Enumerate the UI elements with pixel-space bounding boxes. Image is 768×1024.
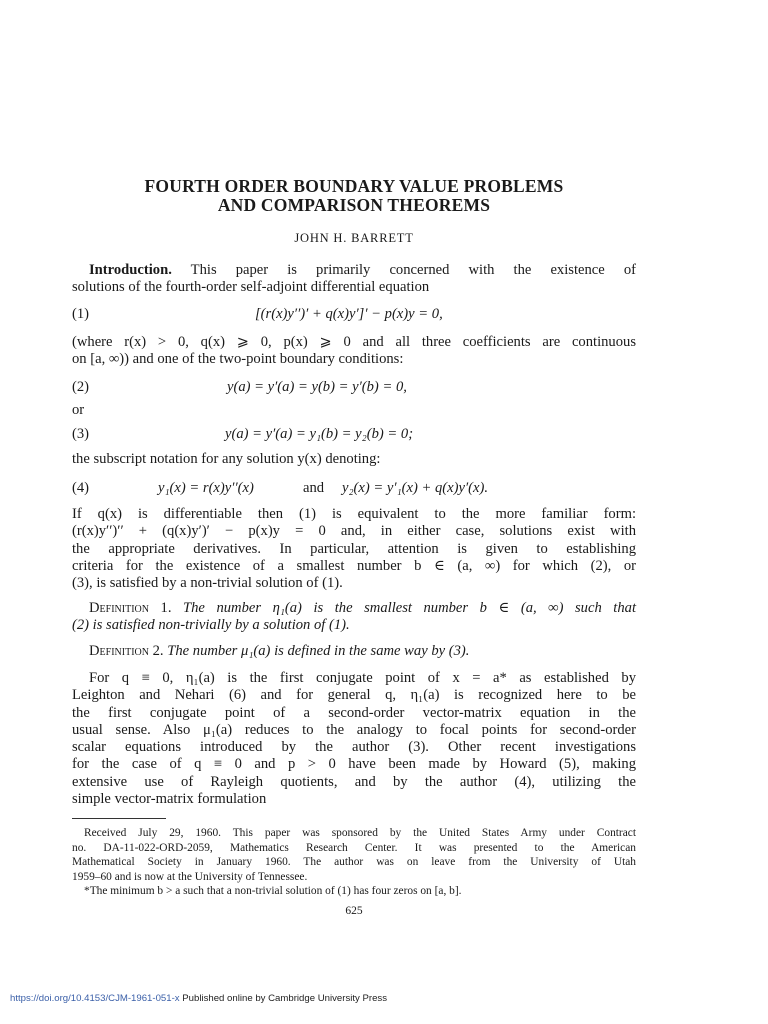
- introduction-paragraph: Introduction. This paper is primarily concerned with the existence of solutions of the fourth-order self-adjoint differential equation: [72, 262, 636, 296]
- subscript-notation-text: the subscript notation for any solution y(x) denoting:: [72, 451, 381, 467]
- equation-right: y₂(x) = y′₁(x) + q(x)y′(x).: [342, 480, 488, 496]
- conjugate-point-paragraph: For q ≡ 0, η₁(a) is the first conjugate point of x = a* as established by Leighton and Nehari (6) and for general q, η₁(a) is recognized here to be the first conjugate point of a second-order vector-matrix equation in the usual sense. Also μ₁(a) reduces to the analogy to focal points for second-order scalar equations introduced by the author (3). Other recent investigations for the case of q ≡ 0 and p > 0 have been made by Howard (5), making extensive use of Rayleigh quotients, and by the author (4), utilizing the simple vector-matrix formulation: [72, 670, 636, 808]
- equation-number: (3): [72, 426, 90, 442]
- title-line-2: AND COMPARISON THEOREMS: [217, 195, 491, 215]
- equation-number: (1): [72, 306, 90, 322]
- publisher-note: Published online by Cambridge University Press: [179, 993, 388, 1004]
- definition-label: Definition 1.: [89, 600, 172, 616]
- page-number: 625: [345, 905, 363, 917]
- equation-number: (4): [72, 480, 90, 496]
- equation-1: [72, 306, 636, 324]
- doi-footer: [10, 993, 387, 1004]
- equation-body: y(a) = y′(a) = y(b) = y′(b) = 0,: [227, 379, 407, 395]
- footnote-asterisk: *The minimum b > a such that a non-trivial solution of (1) has four zeros on [a, b].: [84, 885, 462, 898]
- equation-4: [72, 480, 636, 498]
- equation-body: [(r(x)y′′)′ + q(x)y′]′ − p(x)y = 0,: [255, 306, 443, 322]
- or-text: or: [72, 402, 85, 418]
- doi-link[interactable]: https://doi.org/10.4153/CJM-1961-051-x: [10, 993, 180, 1004]
- equation-3: [72, 426, 636, 444]
- definition-2: Definition 2. The number μ₁(a) is defined in the same way by (3).: [89, 643, 470, 659]
- definition-label: Definition 2.: [89, 643, 164, 659]
- definition-1: Definition 1. The number η₁(a) is the smallest number b ∈ (a, ∞) such that (2) is satisfied non-trivially by a solution of (1).: [72, 600, 636, 634]
- article-title: [72, 177, 636, 215]
- author-name: JOHN H. BARRETT: [294, 231, 414, 245]
- equation-and: and: [303, 480, 325, 496]
- equation-left: y₁(x) = r(x)y′′(x): [158, 480, 254, 496]
- footnote: Received July 29, 1960. This paper was sponsored by the United States Army under Contract no. DA-11-022-ORD-2059, Mathematics Research Center. It was presented to the American Mathematical Society in January 1960. The author was on leave from the University of Utah 1959–60 and is now at the University of Tennessee. *The minimum b > a such that a non-trivial solution of (1) has four zeros on [a, b].: [72, 827, 636, 898]
- intro-heading: Introduction.: [89, 262, 172, 278]
- conditions-paragraph: (where r(x) > 0, q(x) ⩾ 0, p(x) ⩾ 0 and all three coefficients are continuous on [a, ∞)) and one of the two-point boundary conditions:: [72, 334, 636, 368]
- equation-number: (2): [72, 379, 90, 395]
- footnote-rule: [72, 818, 166, 819]
- equation-2: [72, 379, 636, 397]
- title-line-1: FOURTH ORDER BOUNDARY VALUE PROBLEMS: [144, 176, 564, 196]
- equation-body: y(a) = y′(a) = y₁(b) = y₂(b) = 0;: [225, 426, 414, 442]
- equivalence-paragraph: If q(x) is differentiable then (1) is equivalent to the more familiar form: (r(x)y′′)′′ + (q(x)y′)′ − p(x)y = 0 and, in either case, solutions exist with the appropriate derivatives. In particular, attention is given to establishing criteria for the existence of a smallest number b ∈ (a, ∞) for which (2), or (3), is satisfied by a non-trivial solution of (1).: [72, 506, 636, 592]
